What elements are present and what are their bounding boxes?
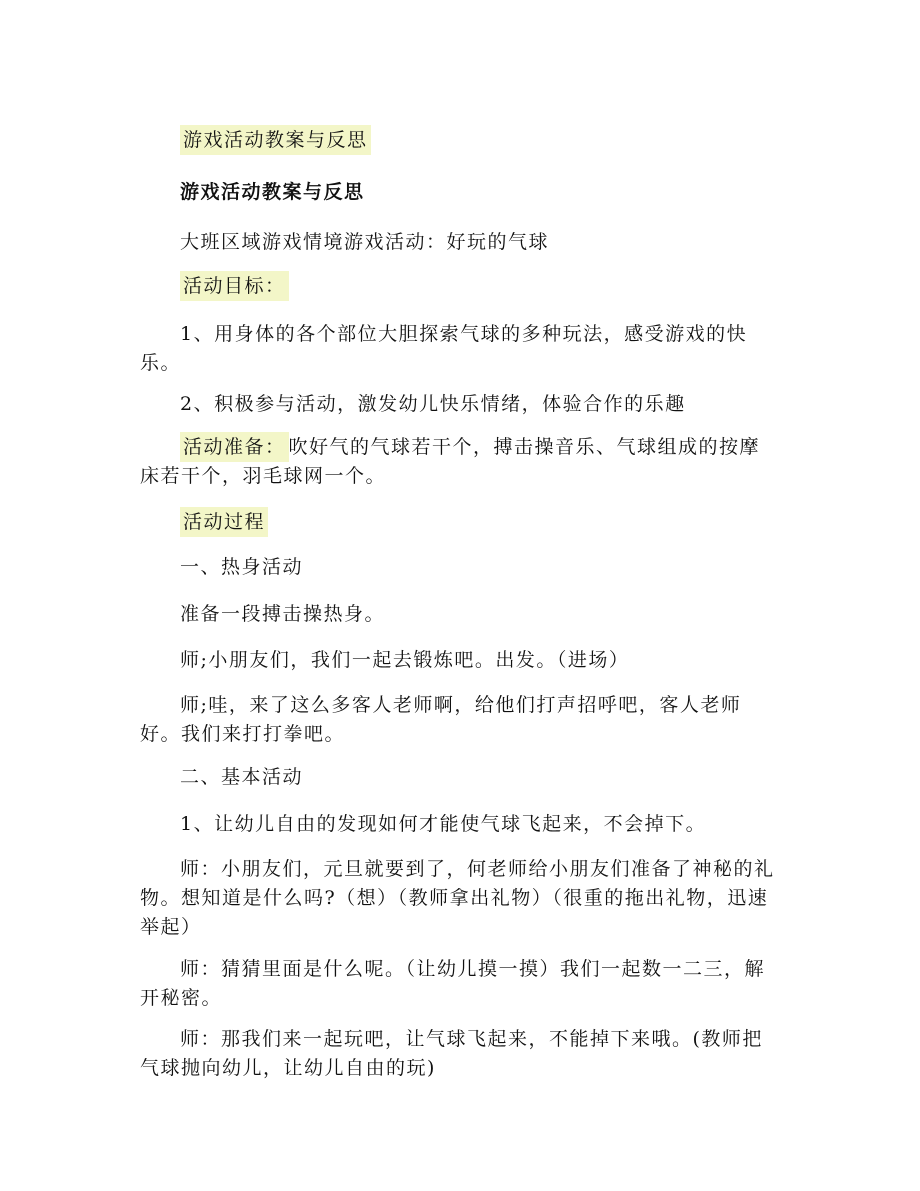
section-2-heading: 二、基本活动 xyxy=(180,766,304,788)
dialog-3: 师：小朋友们，元旦就要到了，何老师给小朋友们准备了神秘的礼物。想知道是什么吗?（想）（教师拿出礼物）（很重的拖出礼物，迅速举起） xyxy=(140,858,775,938)
process-heading xyxy=(140,508,780,537)
section-1-heading: 一、热身活动 xyxy=(180,556,304,578)
goals-heading xyxy=(140,272,780,301)
prep-text: 吹好气的气球若干个，搏击操音乐、气球组成的按摩床若干个，羽毛球网一个。 xyxy=(140,436,761,487)
subtitle: 大班区域游戏情境游戏活动：好玩的气球 xyxy=(180,231,550,253)
prep-heading: 活动准备： xyxy=(180,432,289,462)
title-bold: 游戏活动教案与反思 xyxy=(180,181,365,203)
dialog-5: 师：那我们来一起玩吧，让气球飞起来，不能掉下来哦。(教师把气球抛向幼儿，让幼儿自由的玩) xyxy=(140,1028,763,1079)
process-heading-text: 活动过程 xyxy=(180,507,268,537)
title-highlighted xyxy=(140,126,780,155)
title-highlight-text: 游戏活动教案与反思 xyxy=(180,125,371,155)
dialog-2: 师;哇，来了这么多客人老师啊，给他们打声招呼吧，客人老师好。我们来打打拳吧。 xyxy=(140,694,742,745)
goals-heading-text: 活动目标： xyxy=(180,271,289,301)
warmup-text: 准备一段搏击操热身。 xyxy=(180,603,386,625)
prep-paragraph xyxy=(140,433,780,491)
goal-1: 1、用身体的各个部位大胆探索气球的多种玩法，感受游戏的快乐。 xyxy=(140,323,748,374)
goal-2: 2、积极参与活动，激发幼儿快乐情绪，体验合作的乐趣 xyxy=(180,393,686,415)
dialog-4: 师：猜猜里面是什么呢。（让幼儿摸一摸）我们一起数一二三，解开秘密。 xyxy=(140,958,766,1009)
dialog-1: 师;小朋友们，我们一起去锻炼吧。出发。（进场） xyxy=(180,649,630,671)
step-1: 1、让幼儿自由的发现如何才能使气球飞起来，不会掉下。 xyxy=(180,813,707,835)
